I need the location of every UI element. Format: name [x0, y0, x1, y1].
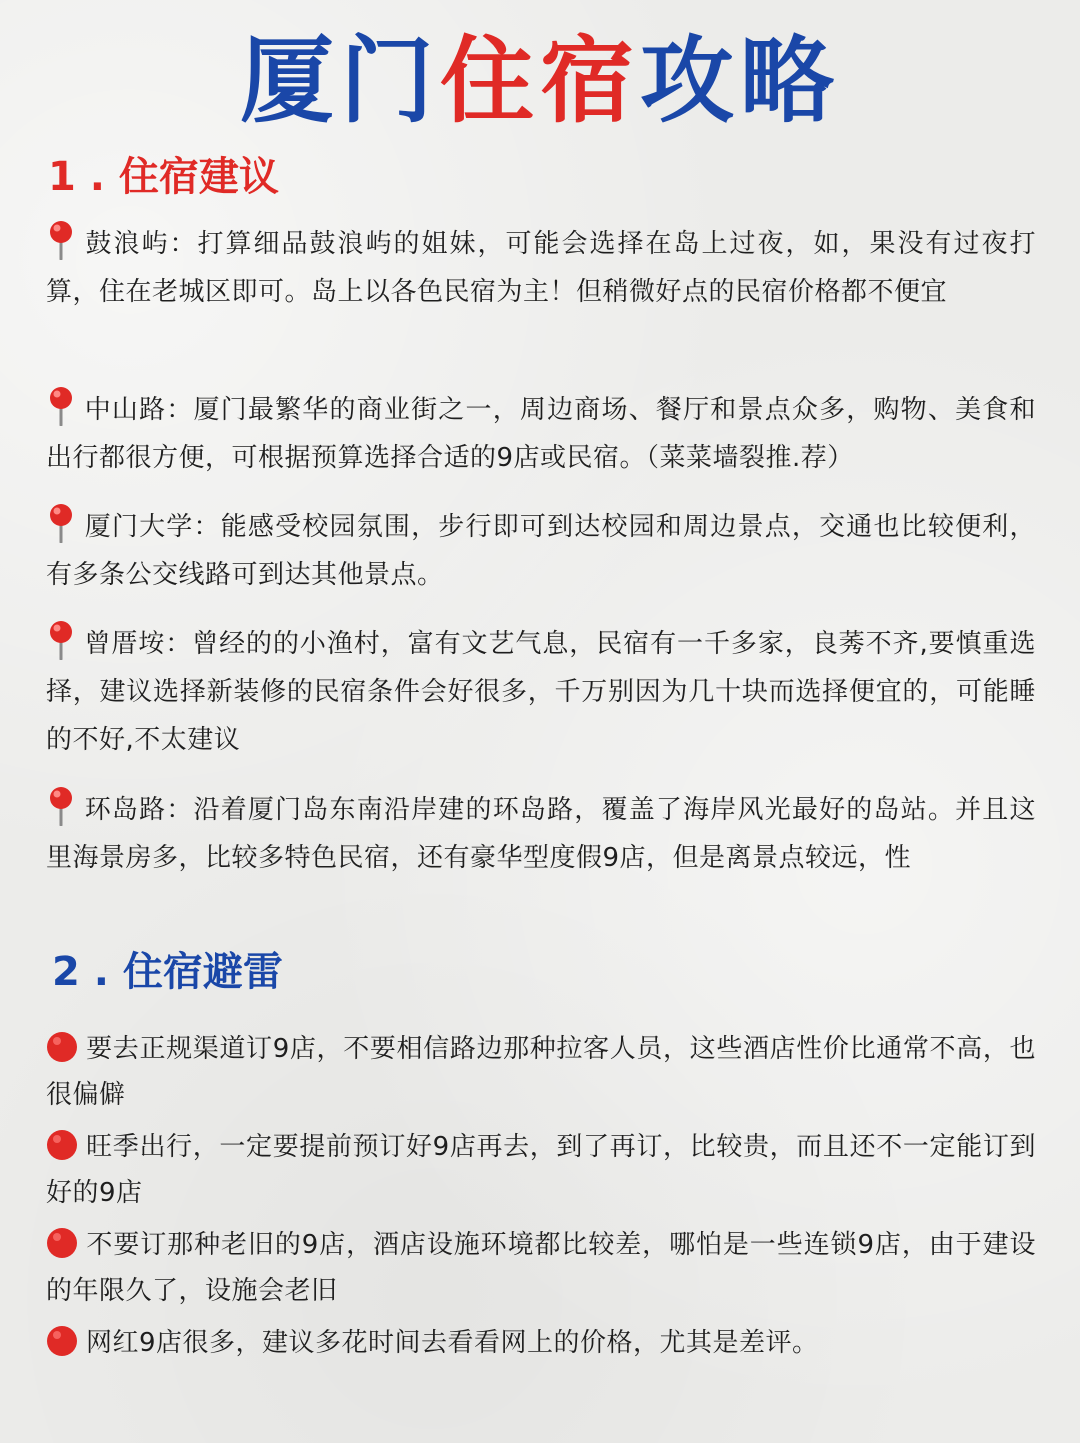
title-part-3: 攻略 [640, 27, 841, 136]
title-part-1: 厦门 [239, 27, 440, 136]
advice-item-text: 曾厝垵：曾经的的小渔村，富有文艺气息，民宿有一千多家，良莠不齐,要慎重选择，建议选择新装修的民宿条件会好很多，千万别因为几十块而选择便宜的，可能睡的不好,不太建议 [46, 629, 1036, 755]
advice-item [46, 220, 1036, 316]
advice-item-text: 中山路：厦门最繁华的商业街之一，周边商场、餐厅和景点众多，购物、美食和出行都很方便，可根据预算选择合适的9店或民宿。（菜菜墙裂推.荐） [46, 395, 1036, 473]
red-circle-icon [46, 1227, 78, 1259]
pushpin-icon [46, 786, 76, 826]
section-heading-avoid: 2 . 住宿避雷 [52, 949, 283, 995]
red-circle-icon [46, 1031, 78, 1063]
section-heading-advice: 1 . 住宿建议 [48, 154, 279, 200]
avoid-item [46, 1124, 1036, 1216]
avoid-item [46, 1320, 1036, 1366]
avoid-item-text: 网红9店很多，建议多花时间去看看网上的价格，尤其是差评。 [86, 1328, 819, 1358]
avoid-item-text: 不要订那种老旧的9店，酒店设施环境都比较差，哪怕是一些连锁9店，由于建设的年限久了，设施会老旧 [46, 1230, 1036, 1306]
pushpin-icon [46, 386, 76, 426]
red-circle-icon [46, 1129, 78, 1161]
pushpin-icon [46, 503, 76, 543]
pushpin-icon [46, 620, 76, 660]
advice-item [46, 503, 1036, 599]
advice-item [46, 786, 1036, 882]
avoid-item [46, 1222, 1036, 1314]
red-circle-icon [46, 1325, 78, 1357]
advice-item [46, 620, 1036, 764]
advice-item-text: 鼓浪屿：打算细品鼓浪屿的姐妹，可能会选择在岛上过夜，如，果没有过夜打算，住在老城区即可。岛上以各色民宿为主！但稍微好点的民宿价格都不便宜 [46, 229, 1036, 307]
avoid-item-text: 要去正规渠道订9店，不要相信路边那种拉客人员，这些酒店性价比通常不高，也很偏僻 [46, 1034, 1036, 1110]
advice-item-text: 环岛路：沿着厦门岛东南沿岸建的环岛路，覆盖了海岸风光最好的岛站。并且这里海景房多，比较多特色民宿，还有豪华型度假9店，但是离景点较远，性 [46, 795, 1036, 873]
page-title [0, 22, 1080, 142]
advice-item [46, 386, 1036, 482]
title-part-2: 住宿 [439, 27, 640, 136]
avoid-item-text: 旺季出行，一定要提前预订好9店再去，到了再订，比较贵，而且还不一定能订到好的9店 [46, 1132, 1036, 1208]
advice-item-text: 厦门大学：能感受校园氛围，步行即可到达校园和周边景点，交通也比较便利，有多条公交线路可到达其他景点。 [46, 512, 1036, 590]
pushpin-icon [46, 220, 76, 260]
avoid-item [46, 1026, 1036, 1118]
